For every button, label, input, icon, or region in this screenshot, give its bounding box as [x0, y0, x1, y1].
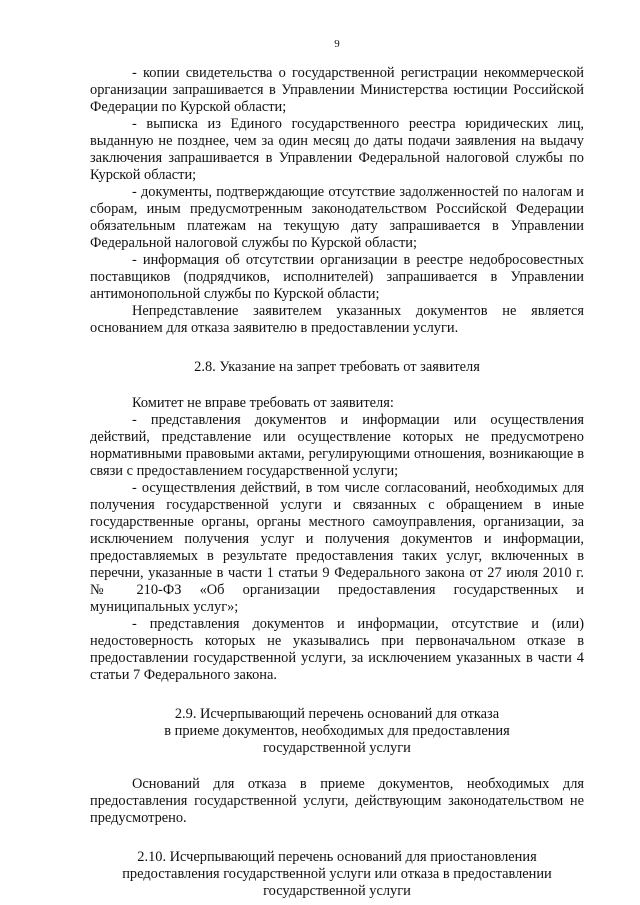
- section-2-9-text: Оснований для отказа в приеме документов, необходимых для предоставления государственной услуги, действующим законодательством не предусмотрено.: [90, 776, 584, 826]
- section-2-10-heading-line-1: 2.10. Исчерпывающий перечень оснований для приостановления: [137, 849, 537, 865]
- paragraph-registration-certificate: - копии свидетельства о государственной регистрации некоммерческой организации запрашивается в Управлении Министерства юстиции Российской Федерации по Курской области;: [90, 65, 584, 115]
- section-2-10-heading: [90, 849, 584, 900]
- section-2-9-heading-line-1: 2.9. Исчерпывающий перечень оснований для отказа: [174, 706, 500, 722]
- section-2-8-item-1: - представления документов и информации или осуществления действий, представление или осуществление которых не предусмотрено нормативными правовыми актами, регулирующими отношения, возникающие в связи с предоставлением государственной услуги;: [90, 412, 584, 479]
- section-2-9-heading-line-2: в приеме документов, необходимых для предоставления: [164, 723, 510, 739]
- paragraph-supplier-registry: - информация об отсутствии организации в реестре недобросовестных поставщиков (подрядчиков, исполнителей) запрашивается в Управлении антимонопольной службы по Курской области;: [90, 252, 584, 302]
- paragraph-non-submission: Непредставление заявителем указанных документов не является основанием для отказа заявителю в предоставлении услуги.: [90, 303, 584, 336]
- section-2-8-item-2: - осуществления действий, в том числе согласований, необходимых для получения государственной услуги и связанных с обращением в иные государственные органы, органы местного самоуправления, организации, за исключением получения услуг и получения документов и информации, предоставляемых в результате предоставления таких услуг, включенных в перечни, указанные в части 1 статьи 9 Федерального закона от 27 июля 2010 г. № 210-ФЗ «Об организации предоставления государственных и муниципальных услуг»;: [90, 480, 584, 615]
- section-2-8-intro: Комитет не вправе требовать от заявителя:: [132, 395, 394, 411]
- section-2-10-heading-line-3: государственной услуги: [263, 883, 411, 899]
- paragraph-tax-debts: - документы, подтверждающие отсутствие задолженностей по налогам и сборам, иным предусмотренным законодательством Российской Федерации обязательным платежам на текущую дату запрашивается в Управлении Федеральной налоговой службы по Курской области;: [90, 184, 584, 251]
- page-number: 9: [334, 38, 340, 50]
- section-2-10-heading-line-2: предоставления государственной услуги или отказа в предоставлении: [122, 866, 552, 882]
- section-2-9-heading: [90, 706, 584, 757]
- paragraph-egrul-extract: - выписка из Единого государственного реестра юридических лиц, выданную не позднее, чем за один месяц до даты подачи заявления на выдачу заключения запрашивается в Управлении Федеральной налоговой службы по Курской области;: [90, 116, 584, 183]
- section-2-8-heading: 2.8. Указание на запрет требовать от заявителя: [194, 359, 480, 375]
- section-2-8-item-3: - представления документов и информации, отсутствие и (или) недостоверность которых не указывались при первоначальном отказе в предоставлении государственной услуги, за исключением указанных в части 4 статьи 7 Федерального закона.: [90, 616, 584, 683]
- section-2-9-heading-line-3: государственной услуги: [263, 740, 411, 756]
- document-body: [90, 65, 584, 900]
